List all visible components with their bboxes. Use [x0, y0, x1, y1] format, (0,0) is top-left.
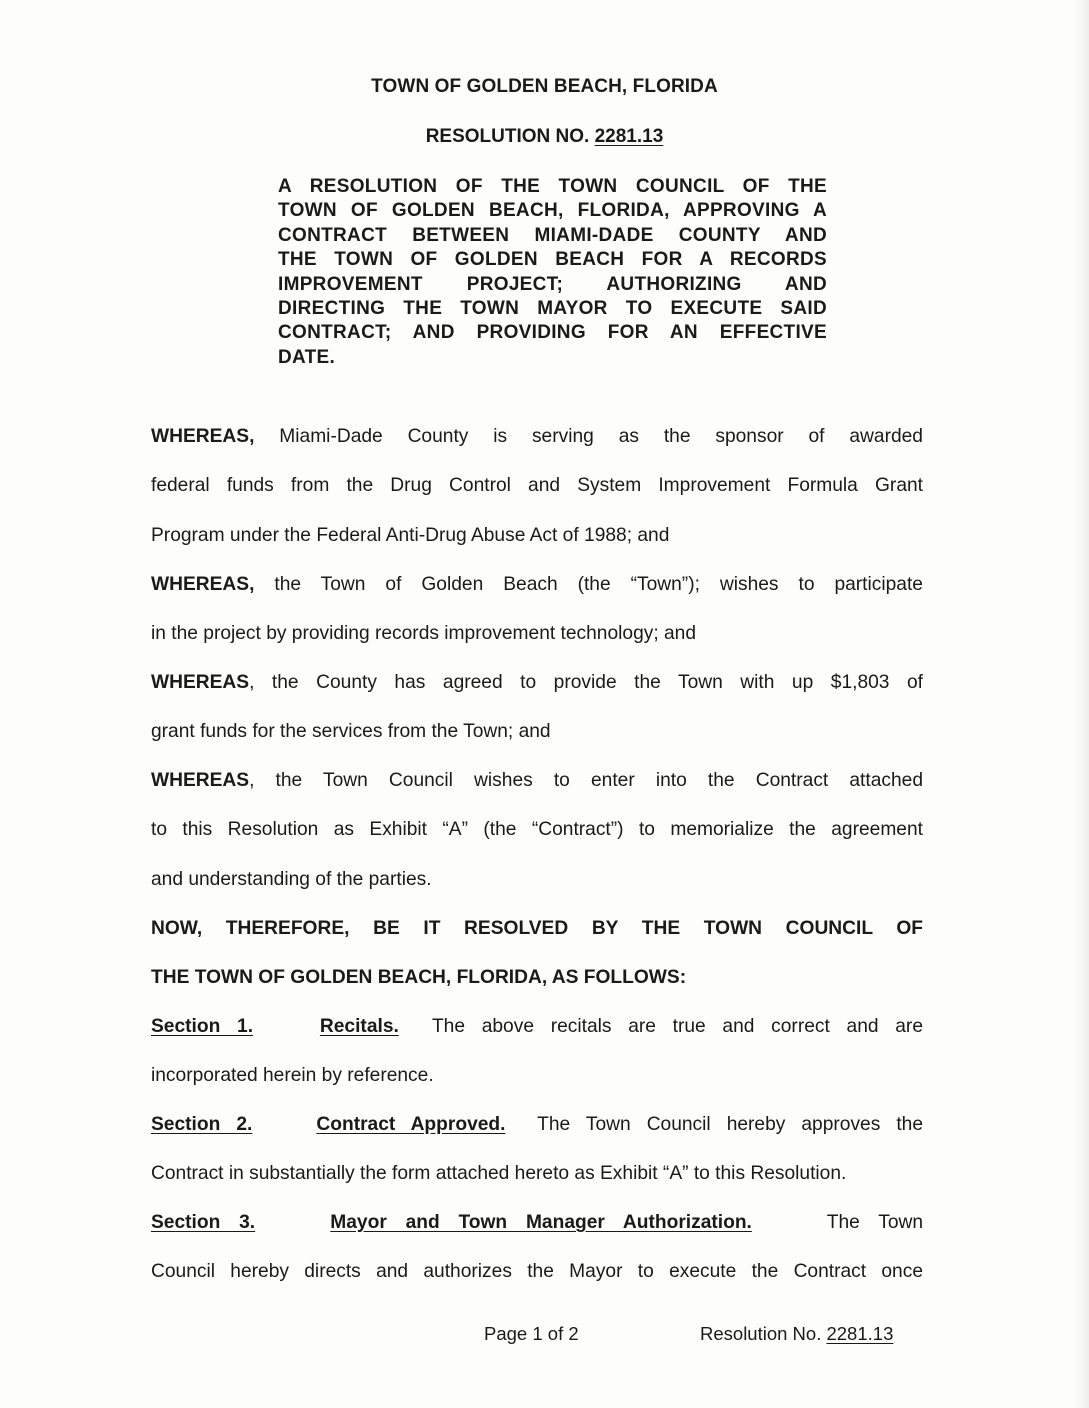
title-line: A RESOLUTION OF THE TOWN COUNCIL OF THE: [278, 176, 827, 197]
section-heading: Contract Approved.: [316, 1114, 506, 1135]
scan-edge: [1075, 0, 1089, 1408]
whereas-lead: WHEREAS,: [151, 574, 255, 595]
whereas-clause-2: [151, 560, 923, 659]
body-line: THE TOWN OF GOLDEN BEACH, FLORIDA, AS FOLLOWS:: [151, 967, 687, 989]
whereas-lead: WHEREAS: [151, 672, 250, 693]
body-line: in the project by providing records improvement technology; and: [151, 623, 697, 645]
footer-resolution-number: 2281.13: [826, 1323, 894, 1344]
body-line: incorporated herein by reference.: [151, 1065, 434, 1087]
page-number: Page 1 of 2: [484, 1323, 579, 1344]
section-text: The above recitals are true and correct and are: [431, 1016, 923, 1037]
whereas-clause-3: [151, 658, 923, 757]
body-line: [151, 1198, 923, 1247]
whereas-text: , the County has agreed to provide the Town with up $1,803 of: [249, 672, 923, 693]
section-2: [151, 1100, 923, 1199]
resolution-prefix: RESOLUTION NO.: [425, 126, 590, 147]
footer-resolution-prefix: Resolution No.: [700, 1323, 822, 1344]
body-line: Council hereby directs and authorizes the Mayor to execute the Contract once: [151, 1261, 923, 1283]
whereas-text: , the Town Council wishes to enter into the Contract attached: [249, 770, 923, 791]
resolved-clause: [151, 904, 923, 1003]
body-line: [151, 756, 923, 805]
body-line: to this Resolution as Exhibit “A” (the “Contract”) to memorialize the agreement: [151, 819, 923, 841]
resolution-heading: [0, 126, 1089, 148]
body-line: [151, 1002, 923, 1051]
section-text: The Town Council hereby approves the: [537, 1114, 923, 1135]
section-label: Section 1.: [151, 1016, 254, 1037]
whereas-clause-1: [151, 412, 923, 560]
title-line: CONTRACT BETWEEN MIAMI-DADE COUNTY AND: [278, 224, 827, 246]
section-1: [151, 1002, 923, 1101]
whereas-text: Miami-Dade County is serving as the sponsor of awarded: [279, 426, 923, 447]
resolution-title: [278, 175, 827, 370]
resolved-text: NOW, THEREFORE, BE IT RESOLVED BY THE TOWN COUNCIL OF: [151, 918, 923, 939]
section-heading: Recitals.: [319, 1016, 399, 1037]
whereas-lead: WHEREAS,: [151, 426, 255, 447]
title-line: TOWN OF GOLDEN BEACH, FLORIDA, APPROVING A: [278, 200, 827, 222]
body-line: grant funds for the services from the Town; and: [151, 721, 551, 743]
title-line: DATE.: [278, 346, 336, 368]
body-line: [151, 904, 923, 953]
section-label: Section 3.: [151, 1212, 256, 1233]
title-line: DIRECTING THE TOWN MAYOR TO EXECUTE SAID: [278, 298, 827, 320]
whereas-text: the Town of Golden Beach (the “Town”); wishes to participate: [274, 574, 923, 595]
body-line: [151, 412, 923, 461]
body-line: Contract in substantially the form attached hereto as Exhibit “A” to this Resolution.: [151, 1163, 847, 1185]
town-heading: TOWN OF GOLDEN BEACH, FLORIDA: [371, 76, 718, 97]
body-line: [151, 1100, 923, 1149]
whereas-lead: WHEREAS: [151, 770, 250, 791]
body-line: [151, 560, 923, 609]
section-heading: Mayor and Town Manager Authorization.: [330, 1212, 752, 1233]
section-3: [151, 1198, 923, 1297]
body-line: and understanding of the parties.: [151, 868, 432, 890]
title-line: CONTRACT; AND PROVIDING FOR AN EFFECTIVE: [278, 322, 827, 344]
body-line: federal funds from the Drug Control and System Improvement Formula Grant: [151, 475, 923, 497]
whereas-clause-4: [151, 756, 923, 904]
title-line: IMPROVEMENT PROJECT; AUTHORIZING AND: [278, 273, 827, 295]
section-text: The Town: [826, 1212, 924, 1233]
footer-resolution: [700, 1323, 893, 1345]
body-line: [151, 658, 923, 707]
resolution-number: 2281.13: [594, 126, 664, 147]
body-line: Program under the Federal Anti-Drug Abuse Act of 1988; and: [151, 524, 670, 546]
section-label: Section 2.: [151, 1114, 253, 1135]
title-line: THE TOWN OF GOLDEN BEACH FOR A RECORDS: [278, 249, 827, 271]
